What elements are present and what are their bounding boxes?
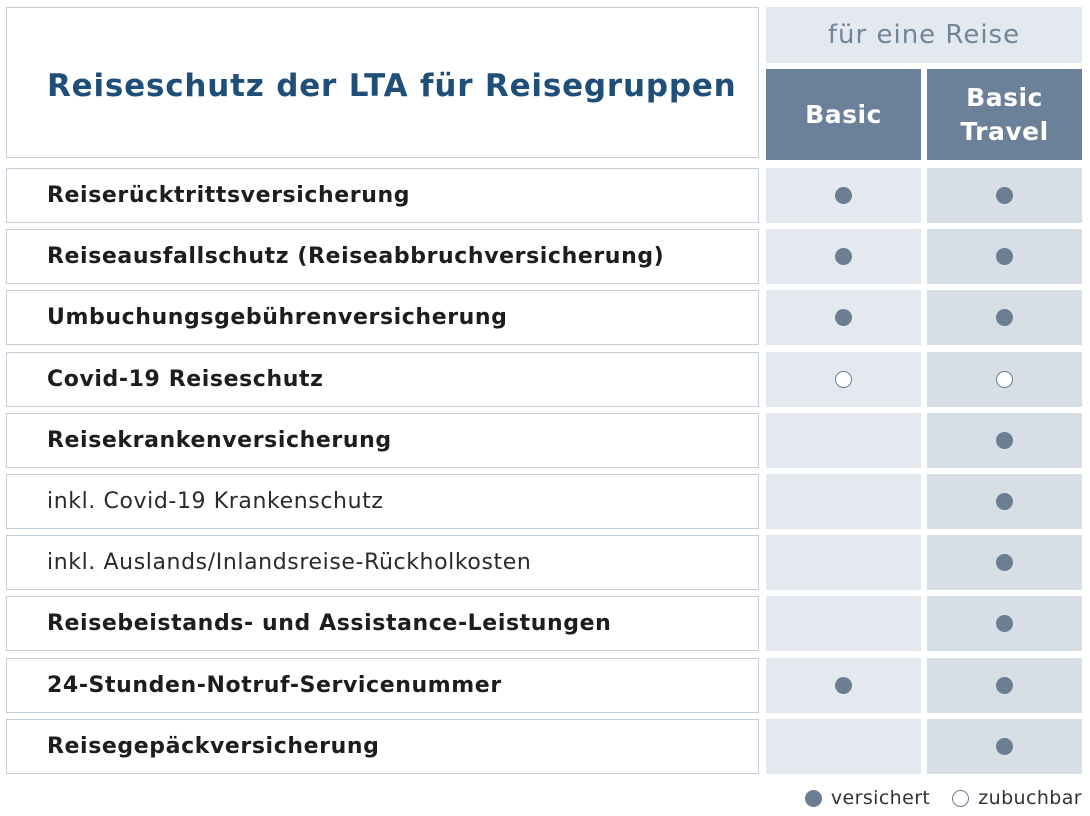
cell-basic [766, 719, 921, 774]
legend [783, 787, 1082, 809]
row-label: inkl. Covid-19 Krankenschutz [6, 474, 759, 529]
row-label: Reiserücktrittsversicherung [6, 168, 759, 223]
filled-circle-icon [996, 677, 1013, 694]
row-label: Reiseausfallschutz (Reiseabbruchversicherung) [6, 229, 759, 284]
filled-circle-icon [996, 493, 1013, 510]
filled-circle-icon [996, 738, 1013, 755]
cell-basic [766, 352, 921, 407]
cell-travel [927, 719, 1082, 774]
row-label: Reisekrankenversicherung [6, 413, 759, 468]
legend-label-versichert: versichert [830, 787, 931, 809]
title-cell [6, 7, 759, 158]
row-label: inkl. Auslands/Inlandsreise-Rückholkosten [6, 535, 759, 590]
column-header-basic-line: Basic [805, 99, 882, 129]
cell-basic [766, 413, 921, 468]
row-label: 24-Stunden-Notruf-Servicenummer [6, 658, 759, 713]
filled-circle-icon [835, 677, 852, 694]
group-header: für eine Reise [766, 7, 1082, 63]
column-header-basic [766, 69, 921, 160]
cell-travel [927, 658, 1082, 713]
cell-basic [766, 596, 921, 651]
filled-circle-icon [835, 187, 852, 204]
open-circle-icon [996, 371, 1013, 388]
cell-basic [766, 535, 921, 590]
filled-circle-icon [805, 790, 822, 807]
cell-basic [766, 658, 921, 713]
cell-travel [927, 474, 1082, 529]
filled-circle-icon [996, 432, 1013, 449]
cell-travel [927, 535, 1082, 590]
cell-basic [766, 229, 921, 284]
filled-circle-icon [996, 615, 1013, 632]
filled-circle-icon [835, 309, 852, 326]
filled-circle-icon [835, 248, 852, 265]
row-label: Covid-19 Reiseschutz [6, 352, 759, 407]
filled-circle-icon [996, 187, 1013, 204]
open-circle-icon [835, 371, 852, 388]
row-label: Reisegepäckversicherung [6, 719, 759, 774]
cell-basic [766, 290, 921, 345]
cell-travel [927, 168, 1082, 223]
cell-travel [927, 352, 1082, 407]
row-label: Umbuchungsgebührenversicherung [6, 290, 759, 345]
column-header-basic-travel-line-2: Travel [960, 116, 1049, 146]
cell-travel [927, 290, 1082, 345]
open-circle-icon [952, 790, 969, 807]
filled-circle-icon [996, 309, 1013, 326]
legend-item-versichert [805, 787, 930, 809]
cell-basic [766, 168, 921, 223]
cell-travel [927, 596, 1082, 651]
cell-travel [927, 413, 1082, 468]
cell-basic [766, 474, 921, 529]
filled-circle-icon [996, 554, 1013, 571]
table-title: Reiseschutz der LTA für Reisegruppen [47, 68, 737, 104]
legend-item-zubuchbar [952, 787, 1082, 809]
row-label: Reisebeistands- und Assistance-Leistungen [6, 596, 759, 651]
legend-label-zubuchbar: zubuchbar [978, 787, 1082, 809]
column-header-basic-travel-line-1: Basic [966, 82, 1043, 112]
column-header-basic-travel [927, 69, 1082, 160]
filled-circle-icon [996, 248, 1013, 265]
cell-travel [927, 229, 1082, 284]
